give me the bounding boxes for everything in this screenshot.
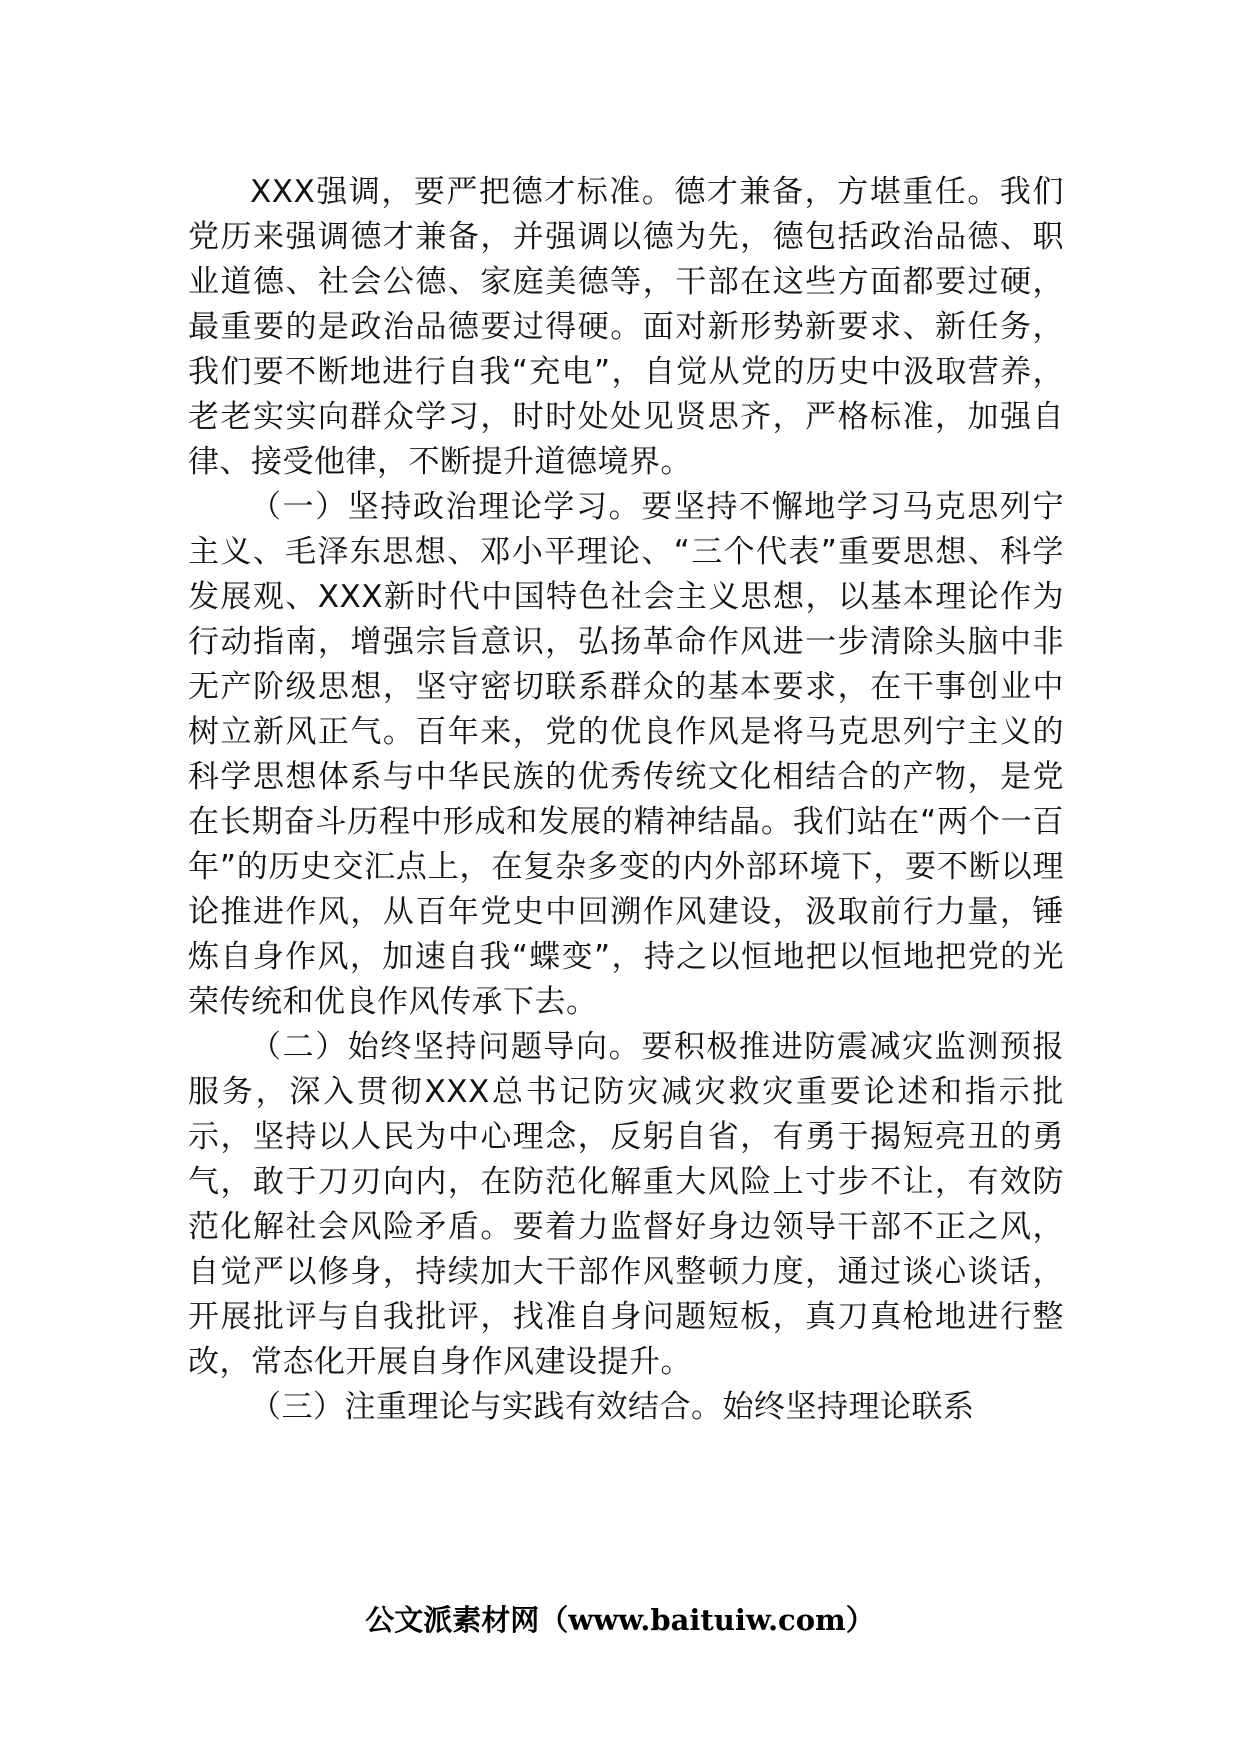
paragraph-section-3: （三）注重理论与实践有效结合。始终坚持理论联系 — [250, 1389, 975, 1425]
paragraph-section-2: （二）始终坚持问题导向。要积极推进防震减灾监测预报服务，深入贯彻XXX总书记防灾减灾救灾重要论述和指示批示，坚持以人民为中心理念，反躬自省，有勇于揭短亮丑的勇气，敢于刀刃向内，在防范化解重大风险上寸步不让，有效防范化解社会风险矛盾。要着力监督好身边领导干部不正之风，自觉严以修身，持续加大干部作风整顿力度，通过谈心谈话，开展批评与自我批评，找准自身问题短板，真刀真枪地进行整改，常态化开展自身作风建设提升。 — [188, 1029, 1064, 1380]
document-body — [188, 170, 1064, 1430]
page-footer: 公文派素材网（www.baituiw.com） — [365, 1603, 875, 1637]
paragraph-section-1: （一）坚持政治理论学习。要坚持不懈地学习马克思列宁主义、毛泽东思想、邓小平理论、“三个代表”重要思想、科学发展观、XXX新时代中国特色社会主义思想，以基本理论作为行动指南，增强宗旨意识，弘扬革命作风进一步清除头脑中非无产阶级思想，坚守密切联系群众的基本要求，在干事创业中树立新风正气。百年来，党的优良作风是将马克思列宁主义的科学思想体系与中华民族的优秀传统文化相结合的产物，是党在长期奋斗历程中形成和发展的精神结晶。我们站在“两个一百年”的历史交汇点上，在复杂多变的内外部环境下，要不断以理论推进作风，从百年党史中回溯作风建设，汲取前行力量，锤炼自身作风，加速自我“蝶变”，持之以恒地把以恒地把党的光荣传统和优良作风传承下去。 — [188, 489, 1064, 1020]
paragraph-intro: XXX强调，要严把德才标准。德才兼备，方堪重任。我们党历来强调德才兼备，并强调以德为先，德包括政治品德、职业道德、社会公德、家庭美德等，干部在这些方面都要过硬，最重要的是政治品德要过得硬。面对新形势新要求、新任务，我们要不断地进行自我“充电”，自觉从党的历史中汲取营养，老老实实向群众学习，时时处处见贤思齐，严格标准，加强自律、接受他律，不断提升道德境界。 — [188, 174, 1064, 480]
